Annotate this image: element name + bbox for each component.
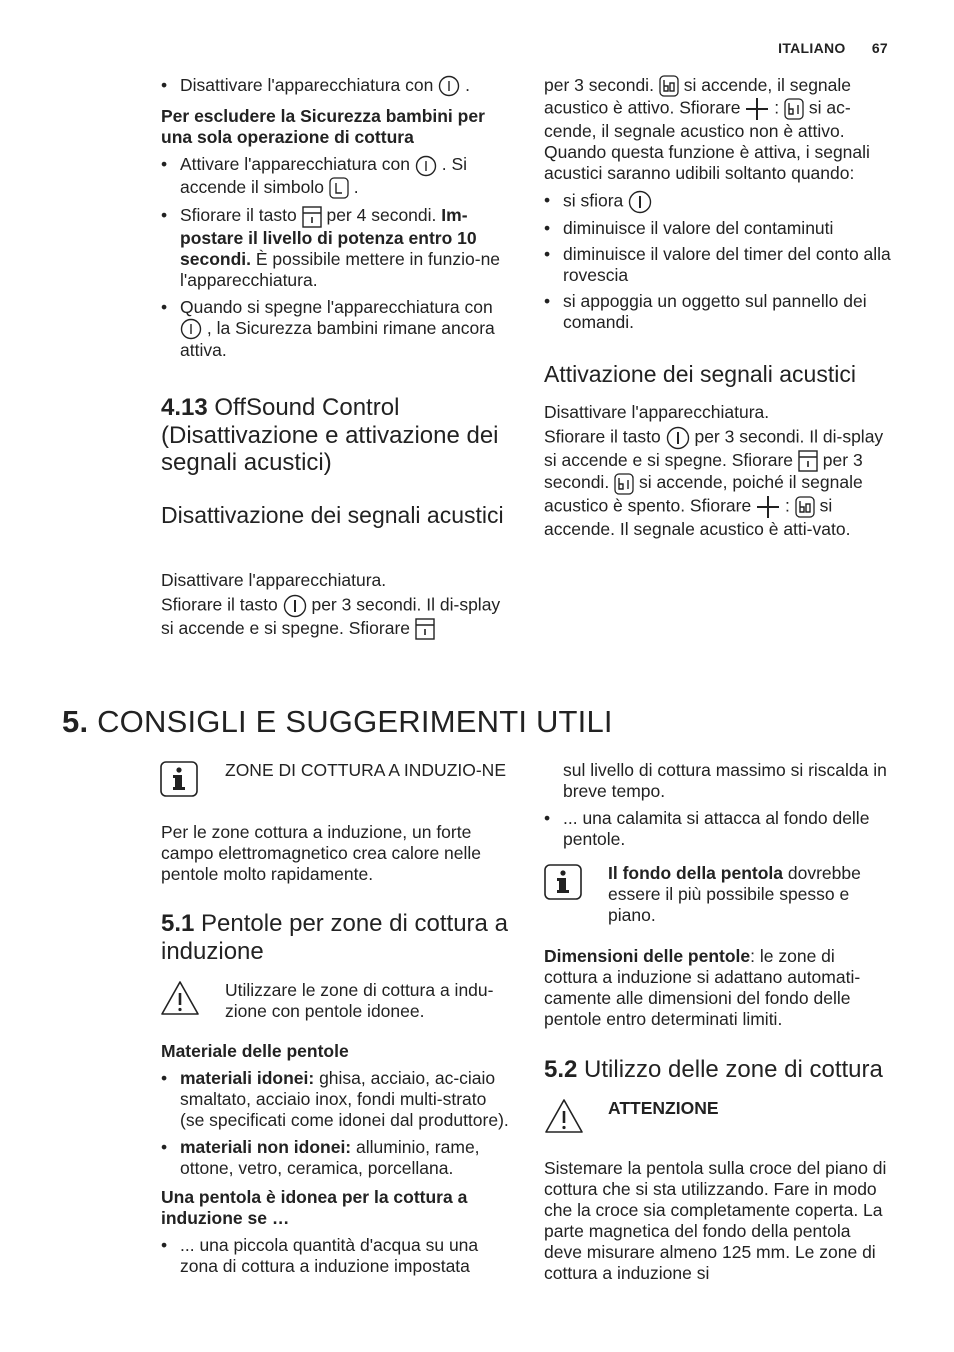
power-symbol-icon [180, 318, 202, 340]
suitable-pan-heading: Una pentola è idonea per la cottura a induzione se … [161, 1187, 468, 1228]
power-symbol-icon [415, 155, 437, 177]
section-heading-5-2: 5.2 Utilizzo delle zone di cottura [544, 1056, 883, 1083]
cookware-material-block [161, 1041, 509, 1277]
bullet-object-panel: • si appoggia un oggetto sul pannello dei comandi. [544, 291, 892, 333]
bullet-touch: • si sfiora [544, 190, 892, 214]
bullet-touch-key: • Sfiorare il tasto per 4 secondi. Im-postare il livello di potenza entro 10 secondi. È possibile mettere in funzio-ne l'apparecchiatura. [161, 205, 509, 290]
lock-key-icon [415, 618, 435, 640]
paragraph-pan-dimensions: Dimensioni delle pentole: le zone di cottura a induzione si adattano automati-camente alle dimensioni del fondo delle pentole entro determinati limiti. [544, 946, 861, 1029]
paragraph-continuation: per 3 secondi. si accende, il segnale acustico è attivo. Sfiorare : si ac-cende, il segnale acustico non è attivo. Quando questa funzione è attiva, i segnali acustici saranno udibili soltanto quando: [544, 75, 870, 184]
paragraph-disattivazione: Disattivare l'apparecchiatura. Sfiorare il tasto per 3 secondi. Il di-splay si accende e si spegne. Sfiorare [161, 570, 509, 640]
lock-key-icon [798, 450, 818, 472]
warning-triangle-icon [544, 1098, 584, 1139]
plus-icon [745, 97, 769, 121]
power-symbol-icon [666, 426, 690, 450]
water-test-continuation: sul livello di cottura massimo si riscalda in breve tempo. [563, 760, 887, 801]
language-label: ITALIANO [778, 40, 846, 56]
attention-label: ATTENZIONE [608, 1098, 719, 1118]
warning-triangle-icon [160, 980, 200, 1021]
subheading-attivazione: Attivazione dei segnali acustici [544, 361, 856, 387]
info-icon [544, 864, 582, 905]
paragraph-intro: Per le zone cottura a induzione, un forte campo elettromagnetico crea calore nelle pentole molto rapidamente. [161, 822, 482, 884]
plus-icon [756, 495, 780, 519]
power-symbol-icon [628, 190, 652, 214]
paragraph-attivazione: Disattivare l'apparecchiatura. Sfiorare il tasto per 3 secondi. Il di-splay si accende e si spegne. Sfiorare per 3 secondi. si accende, poiché il segnale acustico è spento. Sfiorare : si accende. Il segnale acustico è atti-vato. [544, 402, 884, 539]
bullet-switch-off: • Quando si spegne l'apparecchiatura con , la Sicurezza bambini rimane ancora attiva. [161, 297, 509, 361]
bullet-disable: • Disattivare l'apparecchiatura con . [161, 75, 509, 97]
child-lock-symbol-icon [329, 177, 349, 199]
right-column-top [544, 75, 892, 333]
power-symbol-icon [283, 594, 307, 618]
bold-heading: Per escludere la Sicurezza bambini per una sola operazione di cottura [161, 106, 485, 148]
chapter-heading-5: 5. CONSIGLI E SUGGERIMENTI UTILI [62, 704, 613, 739]
subheading-disattivazione: Disattivazione dei segnali acustici [161, 502, 504, 528]
bullet-unsuitable-materials: • materiali non idonei: alluminio, rame, ottone, vetro, ceramica, porcellana. [161, 1137, 509, 1179]
material-heading: Materiale delle pentole [161, 1041, 349, 1061]
bullet-water-test: • ... una piccola quantità d'acqua su una zona di cottura a induzione impostata [161, 1235, 509, 1277]
bullet-activate: • Attivare l'apparecchiatura con . Si accende il simbolo . [161, 154, 509, 199]
section-heading-5-1: 5.1 Pentole per zone di cottura a induzione [161, 910, 508, 965]
display-b1-icon [614, 473, 634, 495]
section-heading-4-13: 4.13 OffSound Control (Disattivazione e attivazione dei segnali acustici) [161, 394, 499, 476]
info-induction-zones: ZONE DI COTTURA A INDUZIO-NE [225, 760, 506, 780]
display-b0-icon [659, 75, 679, 97]
page-header [778, 38, 888, 59]
bullet-suitable-materials: • materiali idonei: ghisa, acciaio, ac-ciaio smaltato, acciaio inox, fondi multi-strato (se specificati come idonei dal produttore). [161, 1068, 509, 1131]
display-b0-icon [795, 496, 815, 518]
page-number: 67 [871, 40, 888, 56]
warning-suitable-pans: Utilizzare le zone di cottura a indu-zione con pentole idonee. [225, 980, 494, 1021]
left-column-top [161, 75, 509, 361]
lock-key-icon [302, 206, 322, 228]
info-pan-bottom: Il fondo della pentola dovrebbe essere il più possibile spesso e piano. [608, 863, 861, 925]
info-icon [160, 761, 198, 802]
paragraph-pan-placement: Sistemare la pentola sulla croce del piano di cottura che si sta utilizzando. Fare in modo che la croce sia completamente coperta. La parte magnetica del fondo della pentola deve misurare almeno 125 mm. Le zone di cottura a induzione si [544, 1158, 887, 1283]
power-symbol-icon [438, 75, 460, 97]
bullet-countdown: • diminuisce il valore del timer del conto alla rovescia [544, 244, 892, 286]
bullet-minute-minder: • diminuisce il valore del contaminuti [544, 218, 892, 239]
bullet-magnet-test: • ... una calamita si attacca al fondo delle pentole. [544, 808, 896, 850]
display-b1-icon [784, 98, 804, 120]
